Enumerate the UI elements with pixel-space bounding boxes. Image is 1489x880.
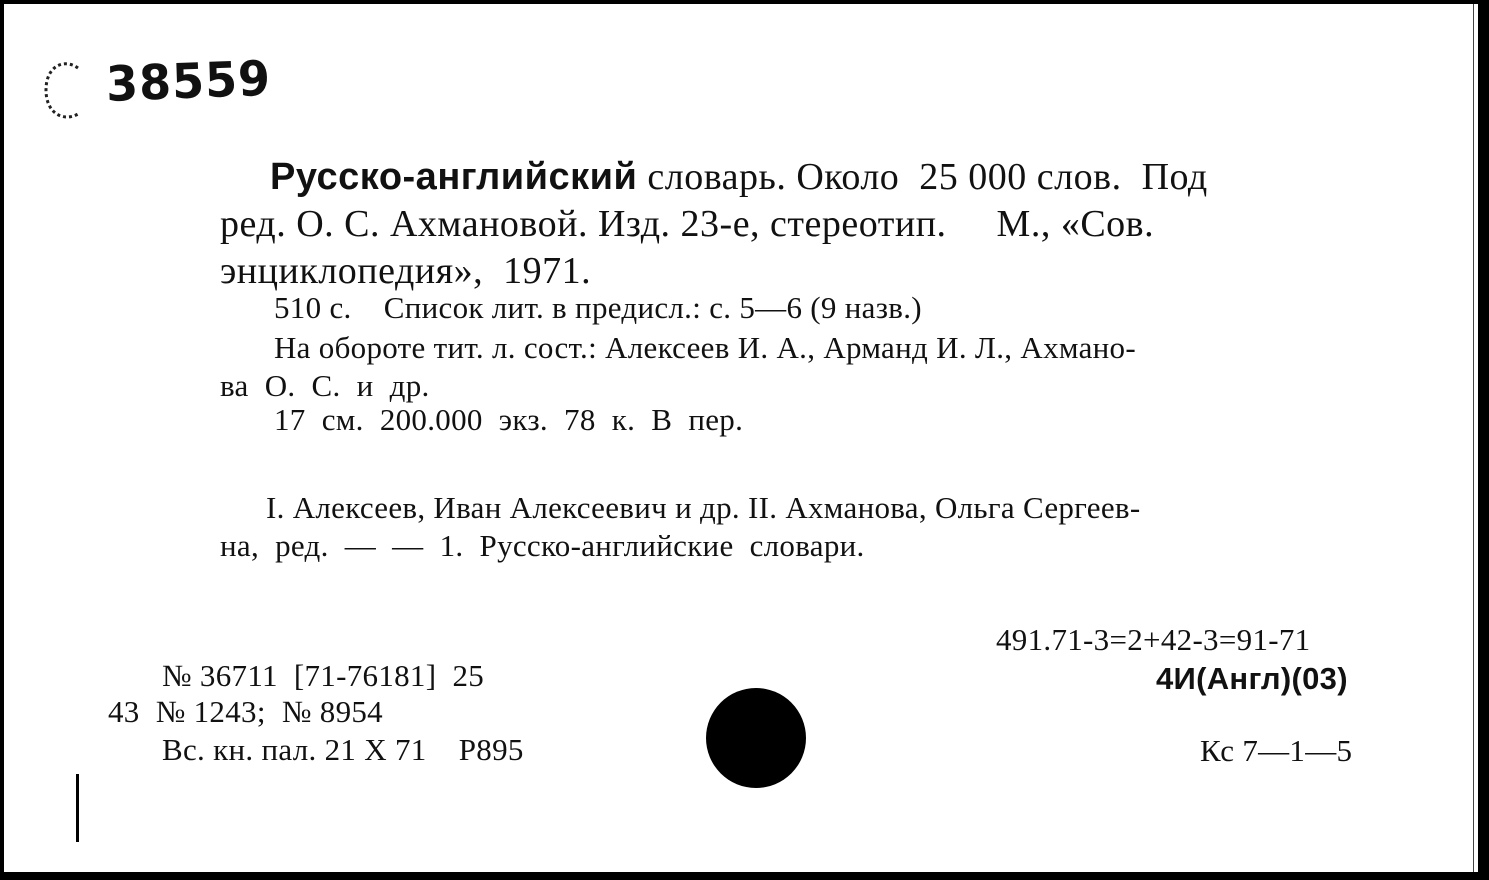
title-bold: Русско-английский — [270, 156, 638, 198]
desc-line-2: ред. О. С. Ахмановой. Изд. 23-е, стереотип. М., «Сов. — [220, 203, 1155, 245]
desc-line-3: энциклопедия», 1971. — [220, 250, 592, 292]
handwritten-number: 38559 — [105, 49, 272, 113]
title-rest: словарь. Около 25 000 слов. Под — [637, 156, 1208, 198]
card-number-line-3: Вс. кн. пал. 21 X 71 Р895 — [162, 732, 524, 767]
tracing-line-1: I. Алексеев, Иван Алексеевич и др. II. Ахманова, Ольга Сергеев- — [266, 490, 1141, 525]
index-code: 491.71-3=2+42-3=91-71 — [996, 622, 1311, 657]
classification-code: Кс 7—1—5 — [1200, 733, 1353, 768]
punch-hole — [706, 688, 806, 788]
card-number-line-1: № 36711 [71-76181] 25 — [162, 658, 485, 693]
desc-line-4: 510 с. Список лит. в предисл.: с. 5—6 (9 назв.) — [274, 290, 922, 325]
catalog-card — [4, 4, 1478, 872]
desc-line-7: 17 см. 200.000 экз. 78 к. В пер. — [274, 402, 744, 437]
desc-line-5: На обороте тит. л. сост.: Алексеев И. А., Арманд И. Л., Ахмано- — [274, 330, 1136, 365]
lang-code: 4И(Англ)(03) — [1156, 661, 1348, 696]
title-line — [270, 158, 1208, 196]
card-edge — [1473, 4, 1474, 872]
tracing-line-2: на, ред. — — 1. Русско-английские словари. — [220, 528, 865, 563]
desc-line-6: ва О. С. и др. — [220, 368, 430, 403]
margin-mark — [76, 774, 79, 842]
card-number-line-2: 43 № 1243; № 8954 — [108, 694, 383, 729]
c-stamp-icon — [40, 56, 88, 126]
